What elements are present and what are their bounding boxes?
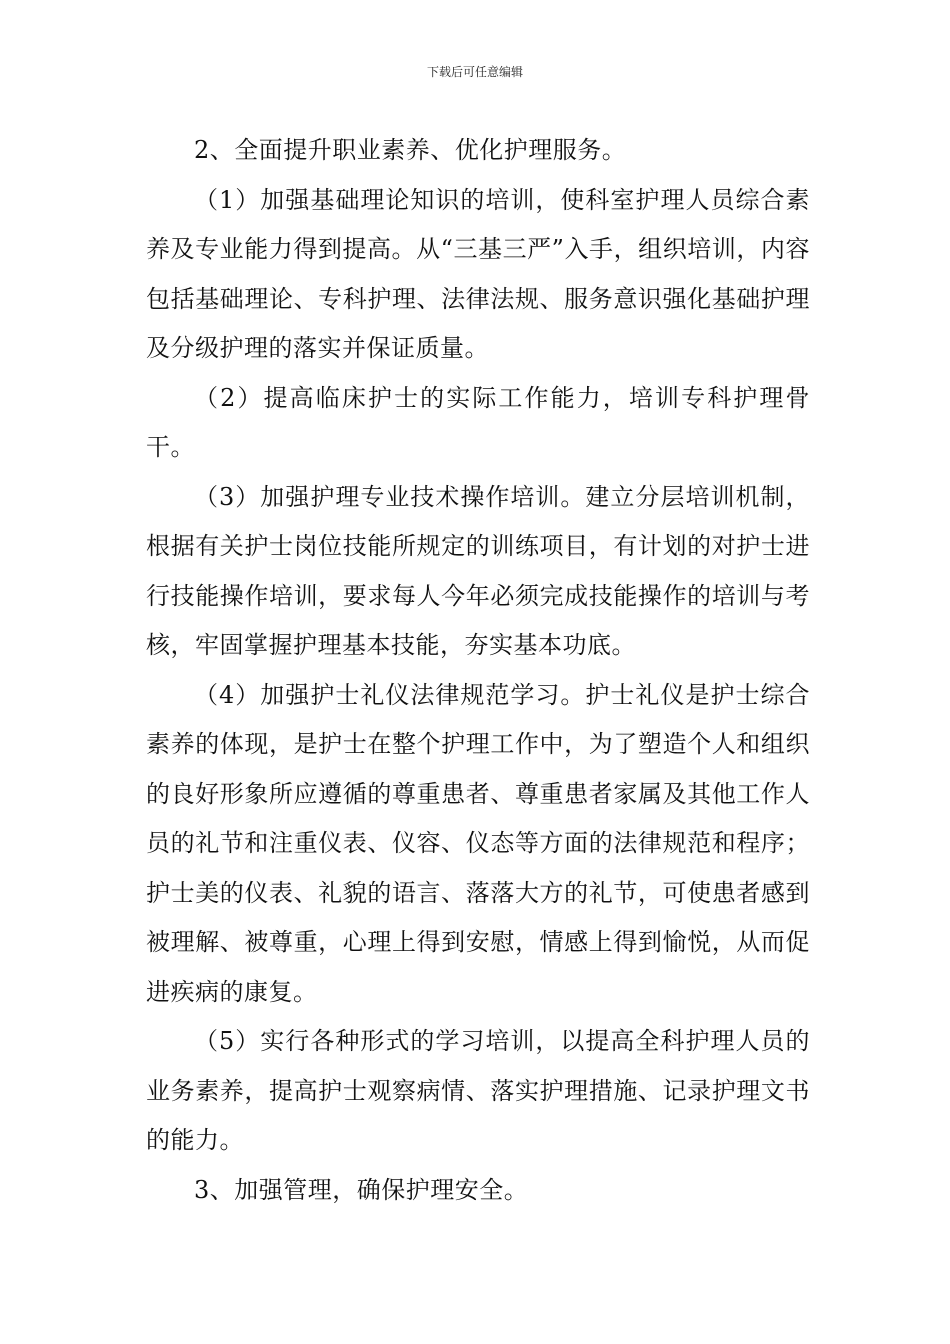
document-body: [146, 126, 810, 1215]
paragraph-item-3: （3）加强护理专业技术操作培训。建立分层培训机制，根据有关护士岗位技能所规定的训练项目，有计划的对护士进行技能操作培训，要求每人今年必须完成技能操作的培训与考核，牢固掌握护理基本技能，夯实基本功底。: [146, 482, 810, 659]
section-heading-2: 2、全面提升职业素养、优化护理服务。: [194, 136, 627, 164]
page-header: 下载后可任意编辑: [426, 65, 523, 79]
section-heading-3: 3、加强管理，确保护理安全。: [194, 1175, 529, 1204]
paragraph-item-1: （1）加强基础理论知识的培训，使科室护理人员综合素养及专业能力得到提高。从“三基三严”入手，组织培训，内容包括基础理论、专科护理、法律法规、服务意识强化基础护理及分级护理的落实并保证质量。: [146, 185, 810, 362]
paragraph-item-4: （4）加强护士礼仪法律规范学习。护士礼仪是护士综合素养的体现，是护士在整个护理工作中，为了塑造个人和组织的良好形象所应遵循的尊重患者、尊重患者家属及其他工作人员的礼节和注重仪表、仪容、仪态等方面的法律规范和程序；护士美的仪表、礼貌的语言、落落大方的礼节，可使患者感到被理解、被尊重，心理上得到安慰，情感上得到愉悦，从而促进疾病的康复。: [146, 680, 810, 1006]
paragraph-item-5: （5）实行各种形式的学习培训，以提高全科护理人员的业务素养，提高护士观察病情、落实护理措施、记录护理文书的能力。: [146, 1027, 810, 1154]
paragraph-item-2: （2）提高临床护士的实际工作能力，培训专科护理骨干。: [146, 383, 810, 461]
